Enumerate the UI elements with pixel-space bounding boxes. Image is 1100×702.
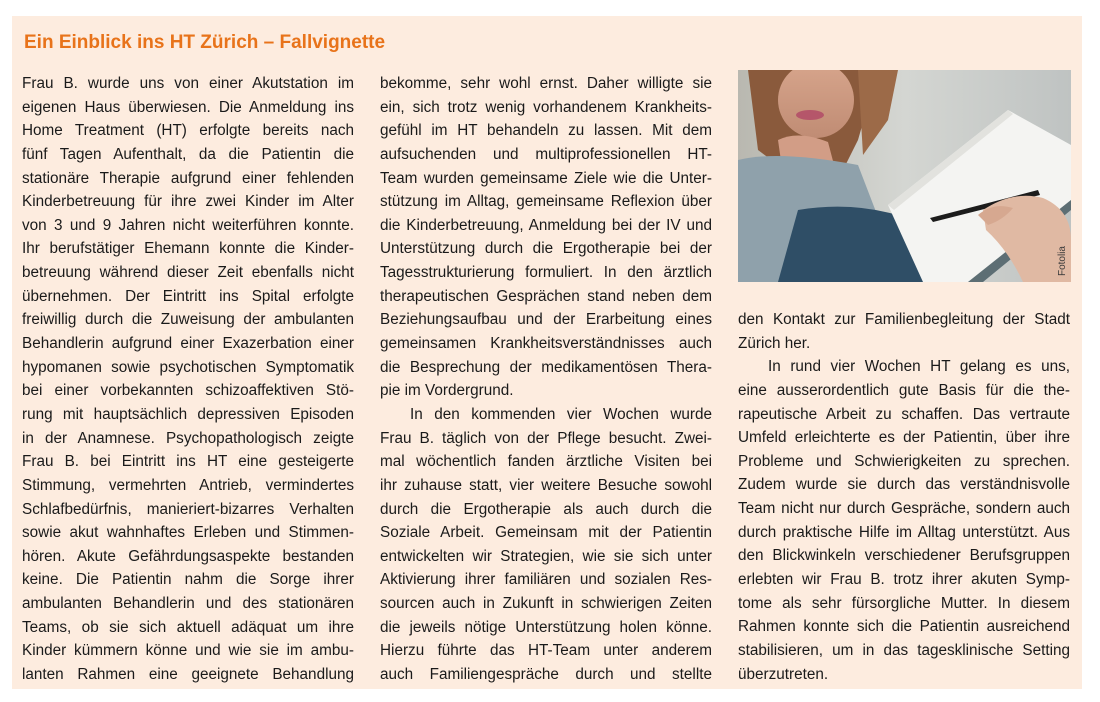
text-line: therapeutischen Gesprächen stand neben dem bbox=[380, 287, 712, 305]
text-line: ein, sich trotz wenig vorhandenem Krankheits- bbox=[380, 98, 712, 116]
text-line: in der Anamnese. Psychopathologisch zeigte bbox=[22, 429, 354, 447]
text-line: entwickelten wir Strategien, wie sie sich unter bbox=[380, 547, 712, 565]
text-line: stützung im Alltag, gemeinsame Reflexion über bbox=[380, 193, 712, 211]
text-line: mal wöchentlich fanden ärztliche Visiten bei bbox=[380, 453, 712, 471]
consultation-photo bbox=[738, 70, 1071, 282]
text-line: lanten Rahmen eine geeignete Behandlung bbox=[22, 666, 354, 684]
text-line: Aktivierung ihrer familiären und sozialen Res- bbox=[380, 571, 712, 589]
text-line: durch die Ergotherapie als auch durch die bbox=[380, 500, 712, 518]
text-line: Frau B. täglich von der Pflege besucht. Zwei- bbox=[380, 429, 712, 447]
text-line: die jeweils nötige Unterstützung holen könne. bbox=[380, 618, 712, 636]
text-line: gemeinsamen Krankheitsverständnisses auch bbox=[380, 335, 712, 353]
text-line: Kinder kümmern könne und wie sie im ambu- bbox=[22, 642, 354, 660]
text-line: Teams, ob sie sich aktuell adäquat um ihre bbox=[22, 618, 354, 636]
text-line: bei einer vorbekannten schizoaffektiven Stö- bbox=[22, 382, 354, 400]
text-line: den Kontakt zur Familienbegleitung der Stadt bbox=[738, 311, 1070, 328]
text-line: aufsuchenden und multiprofessionellen HT- bbox=[380, 145, 712, 163]
text-line: überzutreten. bbox=[738, 665, 829, 683]
text-column-1 bbox=[22, 72, 354, 687]
text-line: pie im Vordergrund. bbox=[380, 382, 514, 400]
text-line: von 3 und 9 Jahren nicht weiterführen konnte. bbox=[22, 216, 354, 234]
text-line: durch praktische Hilfe im Alltag unterstützt. Aus bbox=[738, 523, 1070, 541]
text-line: Rahmen konnte sich die Patientin ausreichend bbox=[738, 618, 1070, 636]
text-line: Team wurden gemeinsame Ziele wie die Unter- bbox=[380, 169, 712, 187]
text-line: Ihr berufstätiger Ehemann konnte die Kinder- bbox=[22, 240, 354, 258]
text-line: stabilisieren, um in das tagesklinische Setting bbox=[738, 641, 1070, 659]
text-line: Umfeld erleichterte es der Patientin, über ihre bbox=[738, 429, 1070, 447]
text-line: rung mit hauptsächlich depressiven Episoden bbox=[22, 405, 354, 423]
text-line: Frau B. bei Eintritt ins HT eine gesteigerte bbox=[22, 453, 354, 471]
text-line: Hierzu führte das HT-Team unter anderem bbox=[380, 642, 712, 660]
text-line: sowie akut wahnhaftes Erleben und Stimmen- bbox=[22, 524, 354, 542]
text-line: eine ausserordentlich gute Basis für die the- bbox=[738, 381, 1070, 399]
text-line: Unterstützung durch die Ergotherapie bei der bbox=[380, 240, 712, 258]
text-line: rapeutische Arbeit zu schaffen. Das vertraute bbox=[738, 405, 1070, 423]
text-column-3 bbox=[738, 308, 1070, 686]
text-line: ambulanten Behandlerin und des stationären bbox=[22, 595, 354, 613]
text-line: Behandlerin aufgrund einer Exazerbation einer bbox=[22, 335, 354, 353]
text-line: fünf Tagen Aufenthalt, da die Patientin die bbox=[22, 145, 354, 163]
text-line: In rund vier Wochen HT gelang es uns, bbox=[768, 358, 1070, 376]
text-line: übernehmen. Der Eintritt ins Spital erfolgte bbox=[22, 287, 354, 305]
text-line: Kinderbetreuung für ihre zwei Kinder im Alter bbox=[22, 193, 354, 211]
text-line: Schlafbedürfnis, manieriert-bizarres Verhalten bbox=[22, 500, 354, 518]
consultation-illustration bbox=[738, 70, 1071, 282]
text-line: Team nicht nur durch Gespräche, sondern auch bbox=[738, 500, 1070, 518]
text-line: den Blickwinkeln verschiedener Berufsgruppen bbox=[738, 547, 1070, 565]
text-line: hypomanen sowie psychotischen Symptomatik bbox=[22, 358, 354, 376]
text-line: Beziehungsaufbau und der Erarbeitung eines bbox=[380, 311, 712, 329]
text-line: bekomme, sehr wohl ernst. Daher willigte sie bbox=[380, 75, 712, 92]
text-line: Frau B. wurde uns von einer Akutstation im bbox=[22, 75, 354, 92]
text-line: auch Familiengespräche durch und stellte bbox=[380, 666, 712, 684]
text-line: gefühl im HT behandeln zu lassen. Mit dem bbox=[380, 122, 712, 140]
text-column-2 bbox=[380, 72, 712, 687]
text-line: freiwillig durch die Zuweisung der ambulanten bbox=[22, 311, 354, 329]
text-line: keine. Die Patientin nahm die Sorge ihrer bbox=[22, 571, 354, 589]
text-line: Tagesstrukturierung formuliert. In den ärztlich bbox=[380, 264, 712, 282]
text-line: die Besprechung der medikamentösen Thera- bbox=[380, 358, 712, 376]
text-line: hören. Akute Gefährdungsaspekte bestanden bbox=[22, 547, 354, 565]
text-line: eigenen Haus überwiesen. Die Anmeldung ins bbox=[22, 98, 354, 116]
text-line: die Kinderbetreuung, Anmeldung bei der IV und bbox=[380, 216, 712, 234]
text-line: erlebten wir Frau B. trotz ihrer akuten Symp- bbox=[738, 571, 1070, 589]
text-line: Probleme und Schwierigkeiten zu sprechen. bbox=[738, 452, 1070, 470]
text-line: ihr zuhause statt, vier weitere Besuche sowohl bbox=[380, 476, 712, 494]
text-line: Home Treatment (HT) erfolgte bereits nach bbox=[22, 122, 354, 140]
text-line: Stimmung, vermehrten Antrieb, vermindertes bbox=[22, 476, 354, 494]
text-line: tome als sehr fürsorgliche Mutter. In diesem bbox=[738, 594, 1070, 612]
text-line: Zudem wurde sie durch das verständnisvolle bbox=[738, 476, 1070, 494]
text-line: betreuung während dieser Zeit ebenfalls nicht bbox=[22, 264, 354, 282]
text-line: Soziale Arbeit. Gemeinsam mit der Patientin bbox=[380, 524, 712, 542]
image-credit: Fotolia bbox=[1057, 245, 1068, 276]
text-line: Zürich her. bbox=[738, 334, 811, 352]
text-line: In den kommenden vier Wochen wurde bbox=[410, 405, 712, 423]
vignette-title: Ein Einblick ins HT Zürich – Fallvignette bbox=[24, 32, 386, 53]
text-line: stationäre Therapie aufgrund einer fehlenden bbox=[22, 169, 354, 187]
text-line: sourcen auch in Zukunft in schwierigen Zeiten bbox=[380, 595, 712, 613]
